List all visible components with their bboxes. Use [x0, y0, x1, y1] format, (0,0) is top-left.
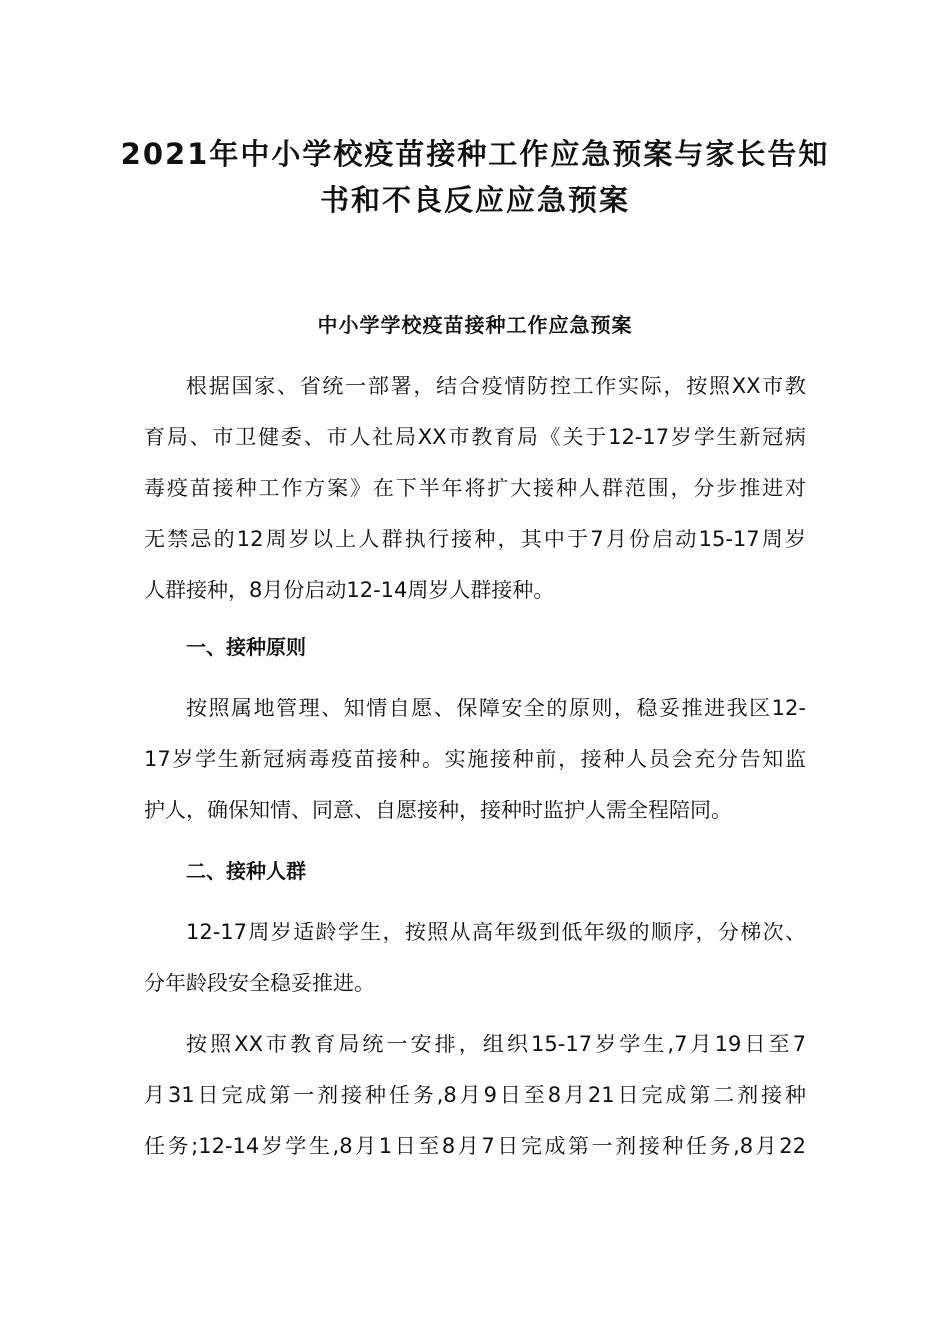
intro-line-5: 人群接种，8月份启动12-14周岁人群接种。 [144, 580, 555, 601]
intro-line-4: 无禁忌的12周岁以上人群执行接种，其中于7月份启动15-17周岁 [144, 529, 806, 550]
document-title-line-2: 书和不良反应应急预案 [319, 183, 630, 217]
schedule-line-1: 按照XX市教育局统一安排，组织15-17岁学生,7月19日至7 [186, 1034, 806, 1055]
intro-line-1: 根据国家、省统一部署，结合疫情防控工作实际，按照XX市教 [186, 376, 806, 397]
principle-line-3: 护人，确保知情、同意、自愿接种，接种时监护人需全程陪同。 [144, 800, 732, 821]
document-title-line-1: 2021年中小学校疫苗接种工作应急预案与家长告知 [120, 137, 830, 171]
principle-line-1: 按照属地管理、知情自愿、保障安全的原则，稳妥推进我区12- [186, 698, 806, 719]
schedule-line-3: 任务;12-14岁学生,8月1日至8月7日完成第一剂接种任务,8月22 [144, 1136, 806, 1157]
intro-line-2: 育局、市卫健委、市人社局XX市教育局《关于12-17岁学生新冠病 [144, 427, 806, 448]
heading-vaccination-population: 二、接种人群 [186, 859, 306, 883]
population-line-1: 12-17周岁适龄学生，按照从高年级到低年级的顺序，分梯次、 [186, 922, 806, 943]
intro-line-3: 毒疫苗接种工作方案》在下半年将扩大接种人群范围，分步推进对 [144, 478, 806, 499]
principle-line-2: 17岁学生新冠病毒疫苗接种。实施接种前，接种人员会充分告知监 [144, 749, 806, 770]
population-line-2: 分年龄段安全稳妥推进。 [144, 973, 375, 994]
schedule-line-2: 月31日完成第一剂接种任务,8月9日至8月21日完成第二剂接种 [144, 1085, 806, 1106]
heading-vaccination-principle: 一、接种原则 [186, 635, 306, 659]
section-title: 中小学学校疫苗接种工作应急预案 [317, 313, 633, 337]
